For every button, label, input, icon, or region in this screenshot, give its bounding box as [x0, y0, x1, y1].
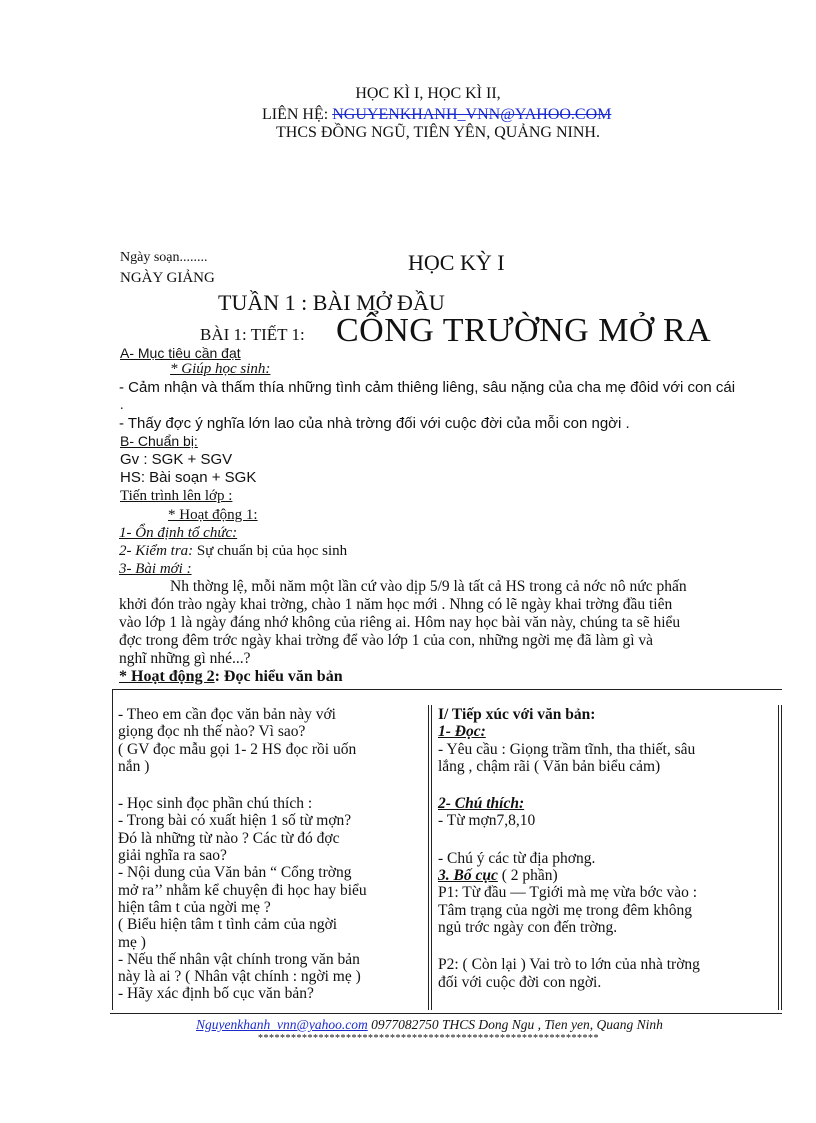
- bo-cuc: [438, 867, 776, 884]
- gv-prep: Gv : SGK + SGV: [120, 451, 233, 468]
- giup-hoc-sinh: * Giúp học sinh:: [170, 361, 271, 377]
- left-row: - Nếu thế nhân vật chính trong văn bản: [118, 950, 360, 968]
- header-line-1: HỌC KÌ I, HỌC KÌ II,: [355, 85, 501, 102]
- spacer: [438, 775, 776, 795]
- header-contact-label: LIÊN HỆ:: [262, 106, 333, 123]
- objective-2: - Thấy đợc ý nghĩa lớn lao của nhà trờng đối với cuộc đời của mỗi con ngời .: [119, 415, 630, 432]
- tu-muon: - Từ mợn7,8,10: [438, 812, 536, 830]
- intro-line-2: khởi đón trào ngày khai trờng, chào 1 năm học mới . Nhng có lẽ ngày khai trờng đầu tiên: [119, 596, 673, 613]
- hs-prep: HS: Bài soạn + SGK: [120, 469, 257, 486]
- table-left-column: [118, 706, 424, 1003]
- p2-line-1: P2: ( Còn lại ) Vai trò to lớn của nhà trờng: [438, 956, 700, 974]
- footer-rule: [110, 1013, 782, 1014]
- left-row: - Học sinh đọc phần chú thích :: [118, 795, 313, 813]
- yeu-cau-1: - Yêu cầu : Giọng trầm tĩnh, tha thiết, sâu: [438, 740, 696, 758]
- table-top-border: [112, 689, 782, 690]
- p1-line-2: Tâm trạng của ngời mẹ trong đêm không: [438, 901, 692, 919]
- table-mid-border-b: [431, 705, 432, 1010]
- left-row: giải nghĩa ra sao?: [118, 847, 227, 865]
- header-email-link[interactable]: NGUYENKHANH_VNN@YAHOO.COM: [332, 106, 612, 123]
- left-row: mẹ ): [118, 933, 146, 951]
- intro-line-1: Nh thờng lệ, mỗi năm một lần cứ vào dịp 5/9 là tất cả HS trong cả nớc nô nức phấn: [170, 578, 687, 595]
- hoc-ky-heading: HỌC KỲ I: [408, 250, 505, 275]
- on-dinh: 1- Ổn định tổ chức:: [119, 525, 238, 541]
- ngay-soan: Ngày soạn........: [120, 250, 208, 265]
- footer-email-link[interactable]: Nguyenkhanh_vnn@yahoo.com: [196, 1017, 368, 1032]
- table-right-border-a: [778, 705, 779, 1010]
- left-row: ( GV đọc mẫu gọi 1- 2 HS đọc rồi uốn: [118, 740, 357, 758]
- left-row: ( Biểu hiện tâm t tình cảm của ngời: [118, 916, 338, 934]
- tuan-heading: TUẦN 1 : BÀI MỞ ĐẦU: [218, 290, 445, 315]
- right-section-title: I/ Tiếp xúc với văn bản:: [438, 706, 596, 723]
- left-row: hiện tâm t của ngời mẹ ?: [118, 898, 271, 916]
- footer-contact: [196, 1017, 663, 1033]
- hoat-dong-1: * Hoạt động 1:: [168, 507, 258, 523]
- hoat-dong-2: [119, 668, 343, 686]
- kiem-tra: [119, 542, 347, 560]
- bo-cuc-text: ( 2 phần): [497, 867, 558, 885]
- chu-thich-label: 2- Chú thích:: [438, 795, 525, 813]
- left-row: mở ra’’ nhằm kể chuyện đi học hay biểu: [118, 881, 367, 899]
- yeu-cau-2: lắng , chậm rãi ( Văn bản biểu cảm): [438, 757, 661, 775]
- hoat-dong-2-text: : Đọc hiểu văn bản: [214, 668, 343, 685]
- header-line-2: [262, 106, 611, 124]
- left-row: - Trong bài có xuất hiện 1 số từ mợn?: [118, 812, 352, 830]
- kiem-tra-label: 2- Kiểm tra:: [119, 543, 194, 559]
- section-b-title: B- Chuẩn bị:: [120, 433, 198, 449]
- spacer: [438, 830, 776, 850]
- footer-stars: **************************************************************: [258, 1033, 599, 1044]
- bai-moi: 3- Bài mới :: [119, 561, 192, 577]
- footer-text: 0977082750 THCS Dong Ngu , Tien yen, Quang Ninh: [367, 1017, 663, 1032]
- hoat-dong-2-label: * Hoạt động 2: [119, 668, 215, 685]
- section-a-title: A- Mục tiêu cần đạt: [120, 345, 241, 361]
- table-right-column: [438, 706, 776, 991]
- bai-label: BÀI 1: TIẾT 1:: [200, 325, 305, 344]
- table-left-border: [112, 689, 113, 1010]
- kiem-tra-text: Sự chuẩn bị của học sinh: [193, 543, 348, 559]
- table-mid-border-a: [428, 705, 429, 1010]
- objective-1-dot: .: [120, 398, 124, 413]
- left-row: này là ai ? ( Nhân vật chính : ngời mẹ ): [118, 968, 361, 986]
- p1-line-3: ngủ trớc ngày con đến trờng.: [438, 918, 618, 936]
- left-row: Đó là những từ nào ? Các từ đó đợc: [118, 829, 340, 847]
- spacer: [118, 775, 424, 795]
- left-row: - Hãy xác định bố cục văn bản?: [118, 985, 314, 1003]
- objective-1: - Cảm nhận và thấm thía những tình cảm thiêng liêng, sâu nặng của cha mẹ đôid với con cái: [119, 379, 736, 396]
- doc-label: 1- Đọc:: [438, 723, 486, 741]
- header-line-3: THCS ĐỒNG NGŨ, TIÊN YÊN, QUẢNG NINH.: [276, 124, 600, 141]
- intro-line-4: đợc trong đêm trớc ngày khai trờng để vào lớp 1 của con, những ngời mẹ đã làm gì và: [119, 632, 654, 649]
- left-row: - Theo em cần đọc văn bản này với: [118, 706, 336, 723]
- tien-trinh: Tiến trình lên lớp :: [120, 488, 233, 504]
- left-row: nắn ): [118, 757, 150, 775]
- table-right-border-b: [781, 705, 782, 1010]
- p2-line-2: đối với cuộc đời con ngời.: [438, 973, 602, 991]
- left-row: giọng đọc nh thế nào? Vì sao?: [118, 723, 306, 741]
- spacer: [438, 936, 776, 956]
- ngay-giang: NGÀY GIẢNG: [120, 270, 215, 286]
- intro-line-5: nghĩ những gì nhé...?: [119, 650, 251, 667]
- chu-y: - Chú ý các từ địa phơng.: [438, 849, 596, 867]
- intro-line-3: vào lớp 1 là ngày đáng nhớ không của riêng ai. Hôm nay học bài văn này, chúng ta sẽ hiểu: [119, 614, 681, 631]
- bo-cuc-label: 3. Bố cục: [438, 867, 498, 885]
- lesson-title: CỔNG TRƯỜNG MỞ RA: [336, 312, 712, 349]
- left-row: - Nội dung của Văn bản “ Cổng trờng: [118, 864, 352, 882]
- p1-line-1: P1: Từ đầu — Tgiới mà mẹ vừa bớc vào :: [438, 884, 698, 902]
